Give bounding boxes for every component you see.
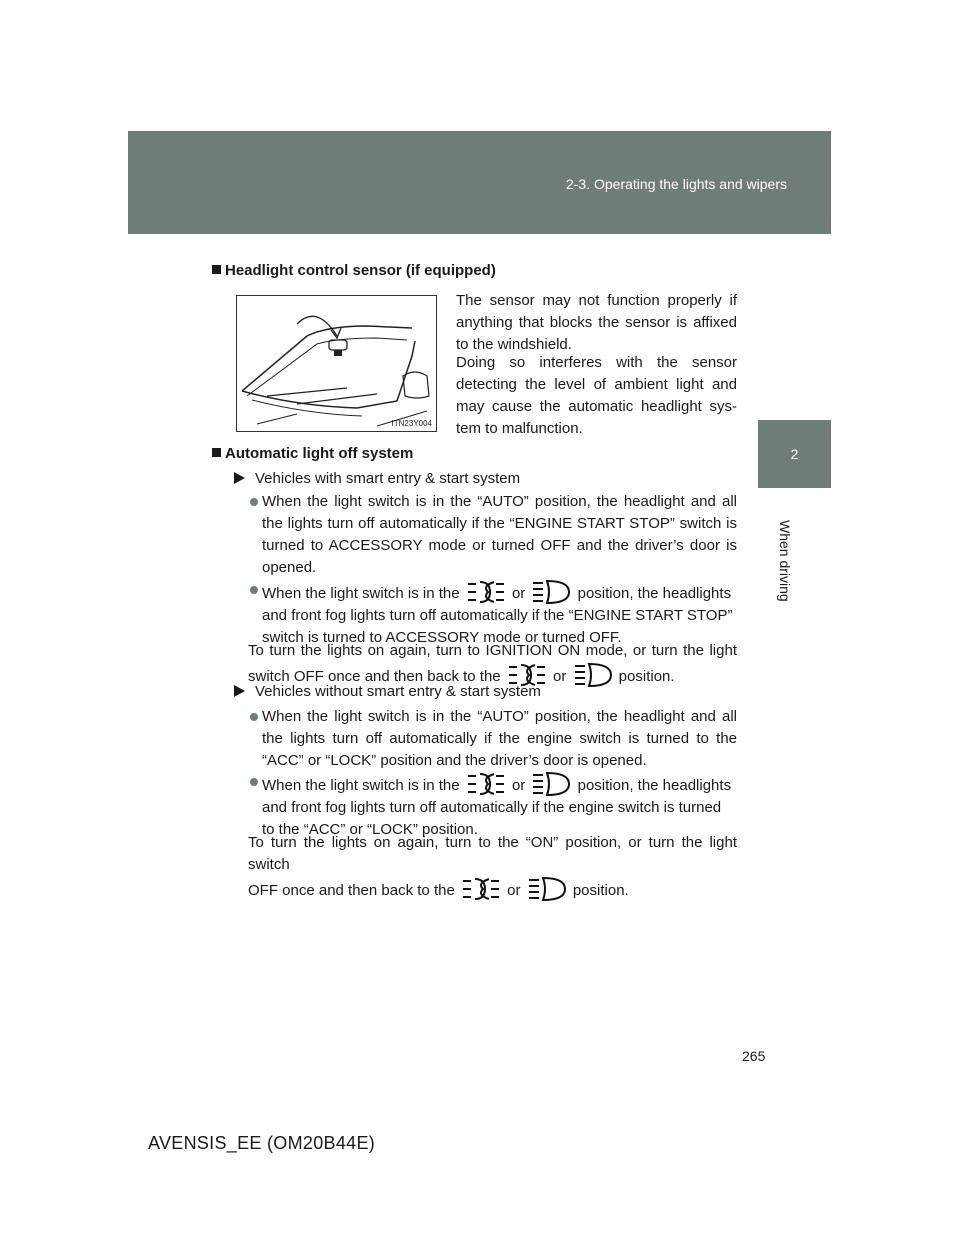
square-bullet-icon [212,265,221,274]
model-code: AVENSIS_EE (OM20B44E) [148,1133,376,1153]
figure-code: ITN23Y004 [391,419,432,428]
triangle-marker-icon [234,685,245,697]
group-heading-smart-entry: Vehicles with smart entry & start system [234,468,520,490]
list-item: When the light switch is in the “AUTO” position, the headlight and all the lights turn off automatically if the “ENGINE START STOP” switch is turned to ACCESSORY mode or turned OFF and the driver’s door is opened. [250,491,737,579]
section-title: 2-3. Operating the lights and wipers [565,176,787,192]
header-band [128,131,831,234]
list-item: When the light switch is in the or position, the headlights and front fog lights turn off automatically if the engine switch is turned to the “ACC” or “LOCK” position. [250,771,737,841]
fog-light-icon [466,771,506,797]
list-item: When the light switch is in the “AUTO” position, the headlight and all the lights turn off automatically if the engine switch is turned to the “ACC” or “LOCK” position and the driver’s door is opened. [250,706,737,772]
fog-light-icon [466,579,506,605]
headlight-icon [527,876,567,902]
sensor-paragraph-1: The sensor may not function properly if anything that blocks the sensor is affixed to the windshield. [456,292,737,353]
headlight-icon [531,579,571,605]
sensor-paragraph-2: Doing so interferes with the sensor detecting the level of ambient light and may cause the automatic headlight sys- tem to malfunction. [456,354,737,437]
fog-light-icon [461,876,501,902]
bullet-dot-icon [250,498,258,506]
page-number: 265 [742,1048,766,1064]
bullet-dot-icon [250,586,258,594]
section-heading-sensor: Headlight control sensor (if equipped) [212,262,496,279]
chapter-label: When driving [777,520,793,602]
section-heading-auto-off: Automatic light off system [212,445,413,462]
bullet-dot-icon [250,713,258,721]
reactivate-note-1: To turn the lights on again, turn to IGNITION ON mode, or turn the light switch OFF once and then back to the or position. [248,640,737,688]
chapter-tab [758,420,831,488]
list-item: When the light switch is in the or position, the headlights and front fog lights turn off automatically if the “ENGINE START STOP” switch is turned to ACCESSORY mode or turned OFF. [250,579,737,649]
group-heading-no-smart-entry: Vehicles without smart entry & start system [234,681,541,703]
bullet-dot-icon [250,778,258,786]
windshield-sensor-illustration [236,295,437,432]
chapter-number: 2 [790,446,799,462]
reactivate-note-2: To turn the lights on again, turn to the “ON” position, or turn the light switch OFF once and then back to the or position. [248,832,737,902]
triangle-marker-icon [234,472,245,484]
headlight-icon [573,662,613,688]
square-bullet-icon [212,448,221,457]
car-windshield-drawing [237,296,436,431]
headlight-icon [531,771,571,797]
